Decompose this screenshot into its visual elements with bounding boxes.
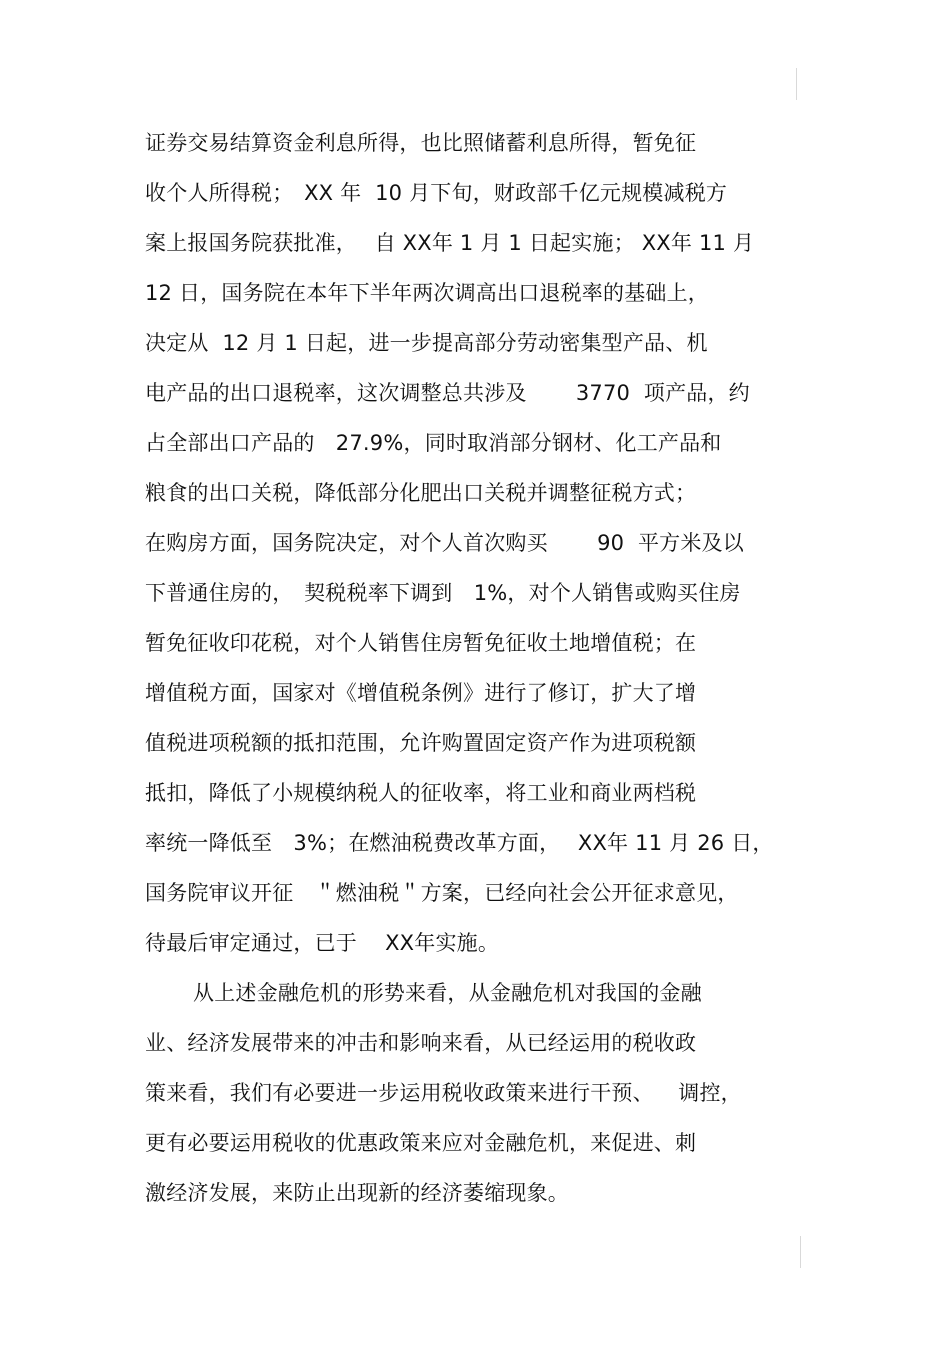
paragraph-first-line: 从上述金融危机的形势来看，从金融危机对我国的金融 bbox=[193, 981, 702, 1005]
text-line: 国务院审议开征 ＂燃油税＂方案，已经向社会公开征求意见， bbox=[145, 881, 739, 905]
text-line: 增值税方面，国家对《增值税条例》进行了修订，扩大了增 bbox=[145, 681, 697, 705]
text-line: 占全部出口产品的 27.9%，同时取消部分钢材、化工产品和 bbox=[145, 431, 722, 455]
text-line: 待最后审定通过，已于 XX年实施。 bbox=[145, 931, 500, 955]
text-line: 暂免征收印花税，对个人销售住房暂免征收土地增值税；在 bbox=[145, 631, 697, 655]
text-line: 业、经济发展带来的冲击和影响来看，从已经运用的税收政 bbox=[145, 1031, 697, 1055]
text-line: 证券交易结算资金利息所得，也比照储蓄利息所得，暂免征 bbox=[145, 131, 697, 155]
text-line: 粮食的出口关税，降低部分化肥出口关税并调整征税方式； bbox=[145, 481, 697, 505]
text-line: 案上报国务院获批准， 自 XX年 1 月 1 日起实施； XX年 11 月 bbox=[145, 231, 755, 255]
text-line: 决定从 12 月 1 日起，进一步提高部分劳动密集型产品、机 bbox=[145, 331, 708, 355]
text-line: 12 日，国务院在本年下半年两次调高出口退税率的基础上， bbox=[145, 281, 709, 305]
text-line: 收个人所得税； XX 年 10 月下旬，财政部千亿元规模减税方 bbox=[145, 181, 728, 205]
text-line: 率统一降低至 3%；在燃油税费改革方面， XX年 11 月 26 日， bbox=[145, 831, 774, 855]
text-line: 值税进项税额的抵扣范围，允许购置固定资产作为进项税额 bbox=[145, 731, 697, 755]
page-margin-mark-top bbox=[796, 68, 797, 100]
text-line: 电产品的出口退税率，这次调整总共涉及 3770 项产品，约 bbox=[145, 381, 750, 405]
text-line: 策来看，我们有必要进一步运用税收政策来进行干预、 调控， bbox=[145, 1081, 742, 1105]
text-line: 抵扣，降低了小规模纳税人的征收率，将工业和商业两档税 bbox=[145, 781, 697, 805]
text-line: 激经济发展，来防止出现新的经济萎缩现象。 bbox=[145, 1181, 569, 1205]
text-line: 更有必要运用税收的优惠政策来应对金融危机，来促进、刺 bbox=[145, 1131, 697, 1155]
text-line: 下普通住房的， 契税税率下调到 1%，对个人销售或购买住房 bbox=[145, 581, 741, 605]
body-text bbox=[145, 118, 815, 1218]
page-margin-mark-bottom bbox=[800, 1236, 801, 1268]
text-line: 在购房方面，国务院决定，对个人首次购买 90 平方米及以 bbox=[145, 531, 744, 555]
